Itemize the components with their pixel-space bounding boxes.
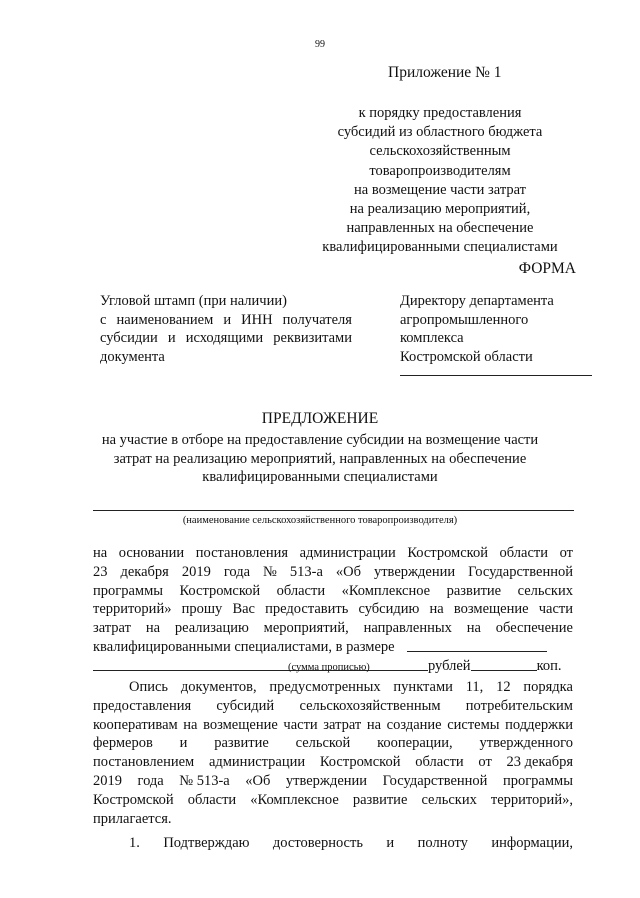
word: «Об [335, 563, 361, 580]
rubles-label: рублей [428, 657, 471, 674]
word: Опись [129, 679, 169, 695]
paragraph-line [93, 600, 573, 619]
corner-stamp-block [100, 292, 352, 366]
word: 513-а [289, 563, 323, 580]
word: возмещение [203, 716, 278, 733]
paragraph-line [93, 791, 573, 810]
addressee-line: Директору департамента [400, 293, 554, 309]
addressee-line: Костромской области [400, 348, 533, 365]
word: Вас [232, 601, 255, 618]
word: реквизитами [273, 330, 352, 346]
page-number: 99 [315, 39, 325, 50]
word: 23 декабря [506, 754, 573, 771]
word: развитие [352, 791, 408, 808]
word: сельскохозяйственным [299, 697, 441, 714]
word: на [466, 620, 481, 637]
word: территорий», [490, 791, 573, 808]
word: и [386, 835, 395, 851]
word: порядка [523, 679, 573, 695]
subtitle-line: квалифицированными специалистами [202, 469, 438, 485]
confirmation-item [93, 834, 573, 853]
appendix-order-reference [318, 104, 562, 258]
amount-digits-blank[interactable] [407, 638, 547, 652]
paragraph-line [93, 810, 573, 829]
word: области [499, 545, 549, 561]
word: затрат [93, 620, 131, 637]
word: утверждении [285, 772, 368, 789]
order-line: товаропроизводителям [369, 162, 511, 179]
word: Государственной [382, 772, 488, 789]
word: создание [386, 716, 442, 733]
paragraph-line [93, 638, 573, 657]
paragraph-line [93, 734, 573, 753]
subtitle-line: на участие в отборе на предоставление субсидии на возмещение части [101, 432, 539, 448]
word: предоставить [265, 601, 349, 618]
word: развитие [214, 735, 269, 752]
word: Костромской [179, 582, 261, 599]
paragraph-line [93, 834, 573, 853]
word: на [145, 620, 161, 637]
word: части [538, 601, 573, 618]
word: на [429, 601, 444, 618]
word: и [167, 330, 176, 346]
order-line: субсидий из областного бюджета [337, 124, 543, 141]
word: 2019 [181, 563, 211, 580]
word: от [559, 545, 573, 561]
word: поддержки [505, 716, 573, 733]
paragraph-line [93, 582, 573, 601]
word: направленных [363, 620, 452, 637]
word: администрации [299, 545, 396, 561]
appendix-title: Приложение № 1 [388, 64, 502, 81]
sum-in-words-hint: (сумма прописью) [288, 662, 370, 673]
word: года [223, 563, 251, 580]
word: программы [93, 582, 163, 599]
paragraph-line [93, 544, 573, 563]
word: обеспечение [495, 620, 573, 637]
document-subtitle [0, 431, 640, 487]
word: прилагается. [93, 810, 172, 827]
word: сельских [421, 791, 477, 808]
word: затрат [323, 716, 362, 733]
word: 11, [465, 679, 484, 695]
word: № 513-а [179, 772, 230, 789]
word: реализацию [174, 620, 249, 637]
amount-words-blank[interactable] [93, 657, 428, 671]
paragraph-line [93, 619, 573, 638]
item-number: 1. [129, 835, 140, 851]
producer-name-blank-line[interactable] [93, 510, 574, 511]
stamp-line: документа [100, 348, 165, 365]
addressee-blank-line[interactable] [400, 375, 592, 376]
word: мероприятий, [263, 620, 349, 637]
word: наименованием [116, 311, 214, 328]
word: области [187, 791, 237, 808]
word: территорий» [93, 601, 172, 618]
word: администрации [208, 754, 306, 771]
word: утверждении [373, 563, 456, 580]
word: прошу [181, 601, 223, 618]
word: Подтверждаю [163, 835, 250, 851]
word: декабря [120, 563, 169, 580]
paragraph-line [93, 772, 573, 791]
paragraph-line [93, 563, 573, 582]
word: постановления [195, 545, 289, 561]
kopecks-blank[interactable] [471, 657, 537, 671]
addressee-block [400, 292, 554, 366]
word: предоставления [93, 697, 192, 714]
word: пунктами [393, 679, 453, 695]
word: возмещение [453, 601, 529, 618]
word: области [276, 582, 326, 599]
addressee-line: агропромышленного [400, 311, 529, 328]
word: на [93, 545, 108, 561]
word: документов, [180, 679, 257, 695]
word: на [366, 716, 382, 733]
word: и [179, 735, 188, 752]
word: № [263, 563, 277, 580]
word: ИНН [241, 311, 273, 328]
word: Костромской [407, 545, 488, 561]
stamp-line [100, 311, 352, 330]
order-line: к порядку предоставления [358, 105, 522, 121]
word: Государственной [468, 563, 573, 580]
form-label: ФОРМА [518, 260, 576, 277]
stamp-line: Угловой штамп (при наличии) [100, 293, 287, 309]
word: «Об [245, 772, 271, 789]
word: от [478, 754, 492, 771]
inventory-paragraph [93, 678, 573, 828]
word: исходящими [185, 330, 264, 346]
word: года [137, 772, 164, 789]
word: системы [447, 716, 500, 733]
word: постановлением [93, 754, 195, 771]
word: субсидию [358, 601, 420, 618]
word: Костромской [93, 791, 174, 808]
stamp-line [100, 329, 352, 348]
kopecks-label: коп. [536, 657, 562, 674]
word: сельской [295, 735, 351, 752]
word: утвержденного [479, 735, 573, 752]
word: 23 [93, 563, 108, 580]
producer-name-hint: (наименование сельскохозяйственного товаропроизводителя) [182, 515, 458, 526]
word: квалифицированными специалистами, в размере [93, 638, 395, 655]
word: полноту [417, 835, 468, 851]
word: сельских [517, 582, 573, 599]
subtitle-line: затрат на реализацию мероприятий, направленных на обеспечение [113, 450, 527, 467]
word: области [415, 754, 464, 771]
order-line: направленных на обеспечение [346, 220, 534, 237]
word: субсидий [216, 697, 275, 714]
word: субсидии [100, 330, 158, 346]
word: на [183, 716, 198, 733]
word: 2019 [93, 772, 122, 789]
word: «Комплексное [341, 582, 431, 599]
document-title: ПРЕДЛОЖЕНИЕ [261, 410, 379, 427]
order-line: сельскохозяйственным [369, 143, 511, 160]
word: получателя [282, 311, 352, 328]
paragraph-line [93, 697, 573, 716]
addressee-line: комплекса [400, 330, 464, 346]
word: развитие [446, 582, 502, 599]
paragraph-line [93, 678, 573, 697]
word: фермеров [93, 735, 153, 752]
order-line: на реализацию мероприятий, [349, 201, 531, 218]
word: кооперации, [377, 735, 453, 752]
word: и [223, 311, 232, 328]
word: Костромской [319, 754, 401, 771]
word: потребительским [465, 697, 573, 714]
word: с [100, 311, 107, 328]
order-line: квалифицированными специалистами [322, 239, 558, 256]
word: основании [118, 545, 185, 561]
word: достоверность [272, 835, 363, 851]
word: программы [502, 772, 573, 789]
paragraph-line [93, 753, 573, 772]
word: кооперативам [93, 716, 178, 733]
word: части [283, 716, 318, 733]
request-paragraph [93, 544, 573, 676]
word: информации, [491, 835, 573, 851]
word: предусмотренных [269, 679, 381, 695]
order-line: на возмещение части затрат [354, 181, 526, 198]
word: 12 [496, 679, 511, 695]
word: «Комплексное [250, 791, 339, 808]
paragraph-line [93, 716, 573, 735]
